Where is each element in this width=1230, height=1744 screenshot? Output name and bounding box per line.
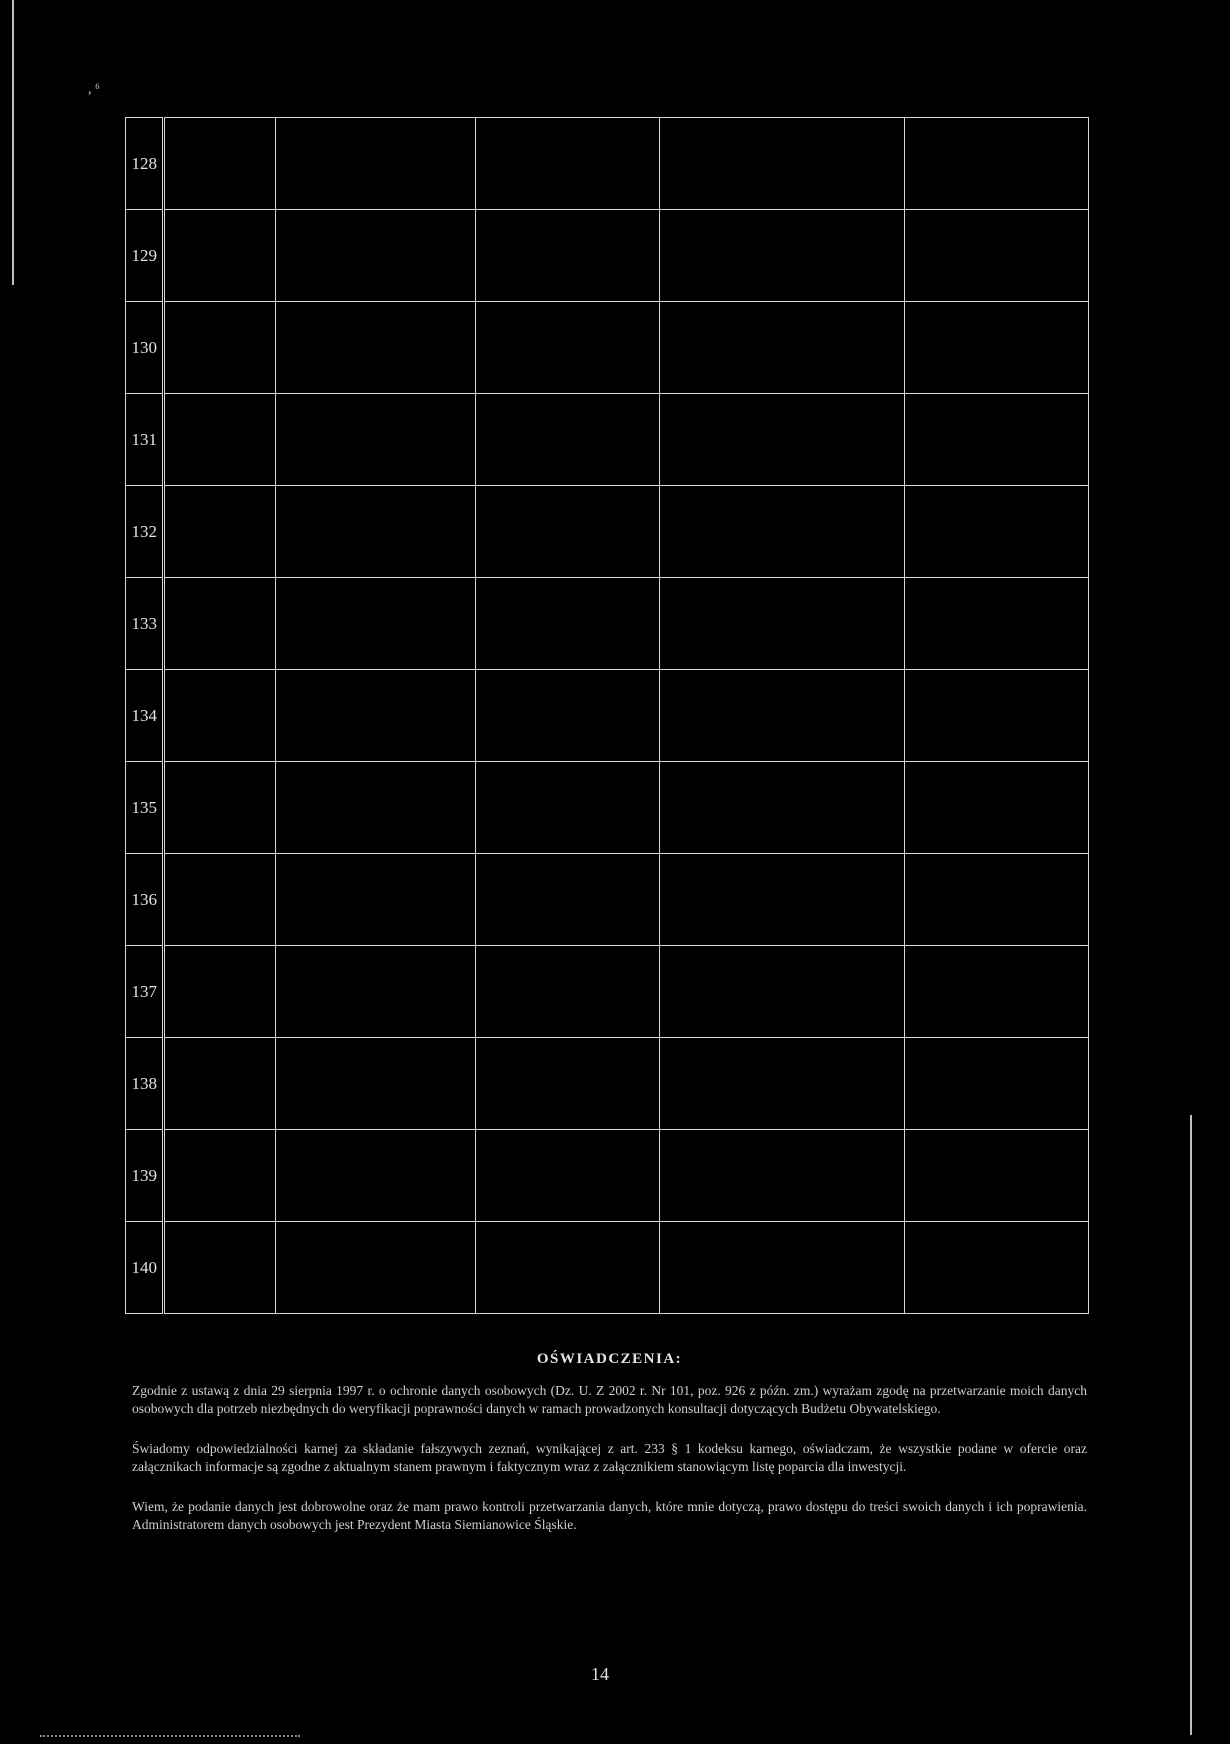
- name-cell: [164, 946, 275, 1038]
- table-row: [126, 854, 1089, 946]
- pesel-cell: [660, 1222, 905, 1314]
- table-row: [126, 302, 1089, 394]
- pesel-cell: [660, 302, 905, 394]
- table-row: [126, 118, 1089, 210]
- address-cell: [275, 302, 475, 394]
- address-cell: [275, 118, 475, 210]
- table-row: [126, 578, 1089, 670]
- pesel-cell: [660, 854, 905, 946]
- table-row: [126, 762, 1089, 854]
- signature-cell: [904, 854, 1088, 946]
- address-cell: [275, 210, 475, 302]
- name-cell: [164, 1038, 275, 1130]
- name-cell: [164, 118, 275, 210]
- signature-cell: [904, 670, 1088, 762]
- id-cell: [475, 1222, 659, 1314]
- id-cell: [475, 946, 659, 1038]
- address-cell: [275, 1038, 475, 1130]
- table-row: [126, 1130, 1089, 1222]
- table-row: [126, 394, 1089, 486]
- address-cell: [275, 762, 475, 854]
- pesel-cell: [660, 394, 905, 486]
- signature-cell: [904, 486, 1088, 578]
- row-number: 137: [126, 946, 164, 1038]
- row-number: 140: [126, 1222, 164, 1314]
- signature-cell: [904, 210, 1088, 302]
- address-cell: [275, 1130, 475, 1222]
- row-number: 131: [126, 394, 164, 486]
- address-cell: [275, 578, 475, 670]
- row-number: 129: [126, 210, 164, 302]
- address-cell: [275, 486, 475, 578]
- row-number: 133: [126, 578, 164, 670]
- table-row: [126, 1222, 1089, 1314]
- pesel-cell: [660, 118, 905, 210]
- signature-cell: [904, 394, 1088, 486]
- address-cell: [275, 670, 475, 762]
- pesel-cell: [660, 210, 905, 302]
- row-number: 132: [126, 486, 164, 578]
- pesel-cell: [660, 578, 905, 670]
- id-cell: [475, 394, 659, 486]
- id-cell: [475, 670, 659, 762]
- signature-cell: [904, 302, 1088, 394]
- pesel-cell: [660, 670, 905, 762]
- id-cell: [475, 762, 659, 854]
- statement-criminal-liability: Świadomy odpowiedzialności karnej za składanie fałszywych zeznań, wynikającej z art. 233 § 1 kodeksu karnego, oświadczam, że wszystkie podane w ofercie oraz załącznikach informacje są zgodne z aktualnym stanem prawnym i faktycznym wraz z załącznikiem stanowiącym listę poparcia dla inwestycji.: [132, 1441, 1087, 1474]
- name-cell: [164, 854, 275, 946]
- statements-heading: OŚWIADCZENIA:: [536, 1351, 683, 1367]
- name-cell: [164, 210, 275, 302]
- name-cell: [164, 1222, 275, 1314]
- id-cell: [475, 1038, 659, 1130]
- signature-cell: [904, 118, 1088, 210]
- row-number: 139: [126, 1130, 164, 1222]
- signature-table-body: [126, 118, 1089, 1314]
- signature-cell: [904, 1038, 1088, 1130]
- signature-cell: [904, 1222, 1088, 1314]
- id-cell: [475, 854, 659, 946]
- id-cell: [475, 302, 659, 394]
- pesel-cell: [660, 946, 905, 1038]
- signature-cell: [904, 1130, 1088, 1222]
- table-row: [126, 670, 1089, 762]
- name-cell: [164, 670, 275, 762]
- signature-cell: [904, 946, 1088, 1038]
- pesel-cell: [660, 1038, 905, 1130]
- pesel-cell: [660, 762, 905, 854]
- statement-voluntary-data: Wiem, że podanie danych jest dobrowolne oraz że mam prawo kontroli przetwarzania danych, które mnie dotyczą, prawo dostępu do treści swoich danych i ich poprawienia. Administratorem danych osobowych jest Prezydent Miasta Siemianowice Śląskie.: [132, 1499, 1087, 1532]
- signature-cell: [904, 578, 1088, 670]
- id-cell: [475, 486, 659, 578]
- table-row: [126, 1038, 1089, 1130]
- pesel-cell: [660, 486, 905, 578]
- scan-dotted-artifact: [40, 1735, 300, 1737]
- signature-cell: [904, 762, 1088, 854]
- address-cell: [275, 946, 475, 1038]
- id-cell: [475, 1130, 659, 1222]
- address-cell: [275, 1222, 475, 1314]
- scan-mark: , ⁶: [88, 82, 100, 97]
- name-cell: [164, 394, 275, 486]
- row-number: 138: [126, 1038, 164, 1130]
- table-row: [126, 486, 1089, 578]
- address-cell: [275, 854, 475, 946]
- scan-edge-line-right: [1190, 1115, 1192, 1735]
- name-cell: [164, 302, 275, 394]
- id-cell: [475, 118, 659, 210]
- id-cell: [475, 210, 659, 302]
- name-cell: [164, 486, 275, 578]
- scan-edge-line-left: [12, 0, 14, 285]
- table-row: [126, 210, 1089, 302]
- row-number: 128: [126, 118, 164, 210]
- statement-data-protection: Zgodnie z ustawą z dnia 29 sierpnia 1997 r. o ochronie danych osobowych (Dz. U. Z 2002 r. Nr 101, poz. 926 z późn. zm.) wyrażam zgodę na przetwarzanie moich danych osobowych dla potrzeb niezbędnych do weryfikacji poprawności danych w ramach prowadzonych konsultacji dotyczących Budżetu Obywatelskiego.: [132, 1383, 1087, 1416]
- pesel-cell: [660, 1130, 905, 1222]
- address-cell: [275, 394, 475, 486]
- page-number: 14: [591, 1664, 609, 1684]
- name-cell: [164, 1130, 275, 1222]
- name-cell: [164, 578, 275, 670]
- row-number: 135: [126, 762, 164, 854]
- table-row: [126, 946, 1089, 1038]
- statements-section: [132, 1350, 1087, 1556]
- row-number: 136: [126, 854, 164, 946]
- signature-table: [125, 117, 1089, 1314]
- name-cell: [164, 762, 275, 854]
- row-number: 134: [126, 670, 164, 762]
- row-number: 130: [126, 302, 164, 394]
- id-cell: [475, 578, 659, 670]
